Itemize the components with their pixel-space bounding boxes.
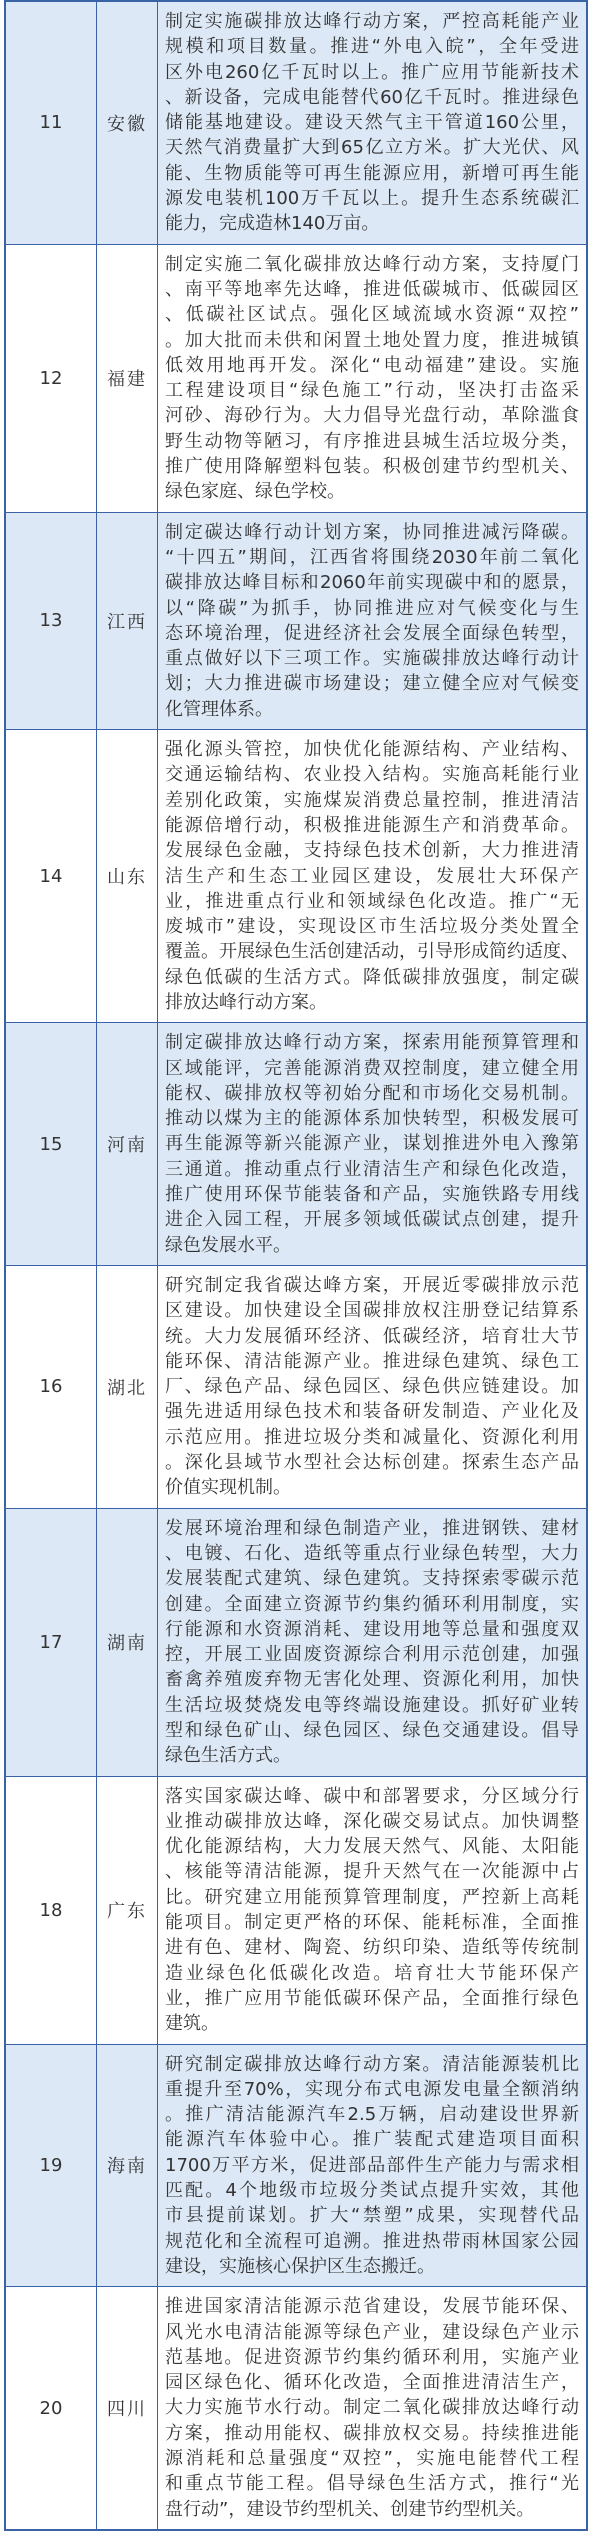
row-number: 19 bbox=[39, 2154, 63, 2176]
table-row bbox=[6, 244, 586, 512]
province-cell bbox=[97, 2287, 158, 2529]
table-row bbox=[6, 2286, 586, 2529]
row-number: 17 bbox=[39, 1631, 63, 1653]
content-line: 大力实施节水行动。制定二氧化碳排放达峰行动 bbox=[165, 2397, 579, 2419]
content-line: 落实国家碳达峰、碳中和部署要求，分区域分行 bbox=[165, 1785, 579, 1807]
content-line: 推进国家清洁能源示范省建设，发展节能环保、 bbox=[165, 2296, 579, 2318]
content-line: 储能基地建设。建设天然气主干管道160公里， bbox=[165, 112, 579, 134]
content-line: 、新设备，完成电能替代60亿千瓦时。推进绿色 bbox=[165, 86, 579, 108]
content-line: 和重点节能工程。倡导绿色生活方式，推行“光 bbox=[165, 2473, 579, 2495]
table-row bbox=[6, 512, 586, 729]
policy-table bbox=[4, 0, 588, 2531]
policy-content-cell bbox=[158, 1509, 586, 1776]
content-line: 绿色低碳的生活方式。降低碳排放强度，制定碳 bbox=[165, 966, 579, 988]
province-cell bbox=[97, 1266, 158, 1508]
row-number-cell bbox=[6, 1777, 97, 2044]
province-name: 湖北 bbox=[107, 1377, 147, 1399]
content-line: 能力，完成造林140万亩。 bbox=[165, 213, 380, 235]
content-line: 示范应用。推进垃圾分类和减量化、资源化利用 bbox=[165, 1426, 579, 1448]
row-number: 13 bbox=[39, 610, 63, 632]
content-line: 洁生产和生态工业园区建设，发展壮大环保产 bbox=[165, 865, 579, 887]
content-line: 重点做好以下三项工作。实施碳排放达峰行动计 bbox=[165, 648, 579, 670]
policy-content-cell bbox=[158, 1777, 586, 2044]
content-line: 型和绿色矿山、绿色园区、绿色交通建设。倡导 bbox=[165, 1720, 579, 1741]
policy-content-cell bbox=[158, 513, 586, 729]
content-line: “十四五”期间，江西省将围绕2030年前二氧化 bbox=[165, 546, 579, 568]
content-line: 业推动碳排放达峰，深化碳交易试点。加快调整 bbox=[165, 1810, 579, 1832]
content-line: 业，推进重点行业和领域绿色化改造。推广“无 bbox=[165, 890, 579, 912]
province-name: 江西 bbox=[107, 611, 147, 633]
content-line: 排放达峰行动方案。 bbox=[165, 991, 327, 1013]
table-row bbox=[6, 729, 586, 1022]
province-cell bbox=[97, 1023, 158, 1265]
content-line: 能源汽车体验中心。推广装配式建造项目面积 bbox=[165, 2129, 579, 2151]
row-number: 18 bbox=[39, 1899, 63, 1921]
content-line: 重提升至70%，实现分布式电源发电量全额消纳 bbox=[165, 2078, 579, 2100]
content-line: 建设，实施核心保护区生态搬迁。 bbox=[165, 2255, 435, 2277]
content-line: 野生动物等陋习，有序推进县城生活垃圾分类， bbox=[165, 430, 579, 452]
content-line: 再生能源等新兴能源产业，谋划推进外电入豫第 bbox=[165, 1133, 579, 1155]
content-line: 源发电装机100万千瓦以上。提升生态系统碳汇 bbox=[165, 188, 579, 210]
province-name: 山东 bbox=[107, 867, 147, 889]
content-line: 制定碳达峰行动计划方案，协同推进减污降碳。 bbox=[165, 521, 579, 543]
table-row bbox=[6, 1265, 586, 1508]
content-line: 覆盖。开展绿色生活创建活动，引导形成简约适度、 bbox=[165, 941, 579, 963]
content-line: 态环境治理，促进经济社会发展全面绿色转型， bbox=[165, 622, 579, 644]
content-line: 化管理体系。 bbox=[165, 698, 273, 720]
content-line: 匹配。4个地级市垃圾分类试点提升实效，其他 bbox=[165, 2180, 579, 2202]
content-line: 推动以煤为主的能源体系加快转型，积极发展可 bbox=[165, 1108, 579, 1130]
row-number-cell bbox=[6, 513, 97, 729]
content-line: 规范化和全流程可追溯。推进热带雨林国家公园 bbox=[165, 2230, 579, 2252]
row-number: 16 bbox=[39, 1376, 63, 1398]
content-line: 制定实施二氧化碳排放达峰行动方案，支持厦门 bbox=[165, 253, 579, 275]
province-cell bbox=[97, 1509, 158, 1776]
content-line: 风光水电清洁能源等绿色产业，建设绿色产业示 bbox=[165, 2321, 579, 2343]
content-line: 天然气消费量扩大到65亿立方米。扩大光伏、风 bbox=[165, 137, 579, 159]
province-name: 安徽 bbox=[107, 113, 147, 135]
content-line: 范基地。促进资源节约集约循环利用，实施产业 bbox=[165, 2346, 579, 2368]
province-name: 福建 bbox=[107, 369, 147, 391]
row-number: 15 bbox=[39, 1133, 63, 1155]
content-line: 能权、碳排放权等初始分配和市场化交易机制。 bbox=[165, 1082, 579, 1104]
policy-content-cell bbox=[158, 1023, 586, 1265]
content-line: 发展环境治理和绿色制造产业，推进钢铁、建材 bbox=[165, 1517, 579, 1539]
table-row bbox=[6, 1022, 586, 1265]
policy-content-cell bbox=[158, 2287, 586, 2529]
content-line: 1700万平方米，促进部品部件生产能力与需求相 bbox=[165, 2154, 579, 2176]
content-line: 制定碳排放达峰行动方案，探索用能预算管理和 bbox=[165, 1032, 579, 1054]
content-line: 方案，推动用能权、碳排放权交易。持续推进能 bbox=[165, 2422, 579, 2444]
content-line: 研究制定碳排放达峰行动方案。清洁能源装机比 bbox=[165, 2053, 579, 2075]
row-number-cell bbox=[6, 245, 97, 512]
content-line: 创建。全面建立资源节约集约循环利用制度，实 bbox=[165, 1593, 579, 1615]
content-line: 盘行动”，建设节约型机关、创建节约型机关。 bbox=[165, 2498, 535, 2520]
row-number-cell bbox=[6, 2, 97, 244]
province-cell bbox=[97, 730, 158, 1022]
row-number-cell bbox=[6, 1509, 97, 1776]
content-line: 三通道。推动重点行业清洁生产和绿色化改造， bbox=[165, 1158, 579, 1180]
content-line: 研究制定我省碳达峰方案，开展近零碳排放示范 bbox=[165, 1274, 579, 1296]
content-line: 强先进适用绿色技术和装备研发制造、产业化及 bbox=[165, 1401, 579, 1423]
content-line: 强化源头管控，加快优化能源结构、产业结构、 bbox=[165, 739, 579, 761]
content-line: 能源倍增行动，积极推进能源生产和消费革命。 bbox=[165, 814, 579, 836]
content-line: 造业绿色化低碳化改造。培育壮大节能环保产 bbox=[165, 1962, 579, 1984]
content-line: 。加大批而未供和闲置土地处置力度，推进城镇 bbox=[165, 329, 579, 351]
content-line: 、低碳社区试点。强化区域流域水资源“双控” bbox=[165, 304, 579, 326]
content-line: 市县提前谋划。扩大“禁塑”成果，实现替代品 bbox=[165, 2205, 579, 2227]
content-line: 控，开展工业固废资源综合利用示范创建，加强 bbox=[165, 1644, 579, 1666]
policy-content-cell bbox=[158, 2045, 586, 2287]
row-number: 12 bbox=[39, 367, 63, 389]
content-line: 发展绿色金融，支持绿色技术创新，大力推进清 bbox=[165, 840, 579, 862]
content-line: 区外电260亿千瓦时以上。推广应用节能新技术 bbox=[165, 61, 579, 83]
content-line: 交通运输结构、农业投入结构。实施高耗能行业 bbox=[165, 764, 579, 786]
province-name: 四川 bbox=[107, 2399, 147, 2421]
province-name: 湖南 bbox=[107, 1633, 147, 1655]
content-line: 废城市”建设，实现设区市生活垃圾分类处置全 bbox=[165, 916, 579, 938]
content-line: 价值实现机制。 bbox=[165, 1477, 291, 1499]
content-line: 划；大力推进碳市场建设；建立健全应对气候变 bbox=[165, 673, 579, 695]
content-line: 进企入园工程，开展多领域低碳试点创建，提升 bbox=[165, 1209, 579, 1231]
province-name: 河南 bbox=[107, 1135, 147, 1157]
content-line: 能、生物质能等可再生能源应用，新增可再生能 bbox=[165, 162, 579, 184]
content-line: 推广使用环保节能装备和产品，实施铁路专用线 bbox=[165, 1184, 579, 1206]
content-line: 规模和项目数量。推进“外电入皖”，全年受进 bbox=[165, 36, 579, 58]
province-cell bbox=[97, 513, 158, 729]
table-row bbox=[6, 2044, 586, 2287]
content-line: 建筑。 bbox=[165, 2013, 219, 2035]
content-line: 。推广清洁能源汽车2.5万辆，启动建设世界新 bbox=[165, 2104, 579, 2126]
content-line: 区建设。加快建设全国碳排放权注册登记结算系 bbox=[165, 1300, 579, 1322]
province-name: 海南 bbox=[107, 2156, 147, 2178]
content-line: 比。研究建立用能预算管理制度，严控新上高耗 bbox=[165, 1886, 579, 1908]
content-line: 、核能等清洁能源，提升天然气在一次能源中占 bbox=[165, 1861, 579, 1883]
content-line: 统。大力发展循环经济、低碳经济，培育壮大节 bbox=[165, 1325, 579, 1347]
content-line: 绿色发展水平。 bbox=[165, 1234, 291, 1256]
row-number: 20 bbox=[39, 2397, 63, 2419]
policy-content-cell bbox=[158, 730, 586, 1022]
content-line: 园区绿色化、循环化改造，全面推进清洁生产， bbox=[165, 2372, 579, 2394]
content-line: 差别化政策，实施煤炭消费总量控制，推进清洁 bbox=[165, 789, 579, 811]
province-name: 广东 bbox=[107, 1901, 147, 1923]
row-number-cell bbox=[6, 730, 97, 1022]
policy-content-cell bbox=[158, 2, 586, 244]
content-line: 碳排放达峰目标和2060年前实现碳中和的愿景， bbox=[165, 572, 579, 594]
content-line: 以“降碳”为抓手，协同推进应对气候变化与生 bbox=[165, 597, 579, 619]
content-line: 区域能评，完善能源消费双控制度，建立健全用 bbox=[165, 1057, 579, 1079]
row-number-cell bbox=[6, 2287, 97, 2529]
row-number-cell bbox=[6, 1266, 97, 1508]
row-number: 14 bbox=[39, 865, 63, 887]
content-line: 行能源和水资源消耗、建设用地等总量和强度双 bbox=[165, 1618, 579, 1640]
content-line: 能项目。制定更严格的环保、能耗标准，全面推 bbox=[165, 1912, 579, 1934]
content-line: 生活垃圾焚烧发电等终端设施建设。抓好矿业转 bbox=[165, 1694, 579, 1716]
content-line: 、南平等地率先达峰，推进低碳城市、低碳园区 bbox=[165, 278, 579, 300]
content-line: 能环保、清洁能源产业。推进绿色建筑、绿色工 bbox=[165, 1350, 579, 1372]
policy-content-cell bbox=[158, 245, 586, 512]
province-cell bbox=[97, 2045, 158, 2287]
row-number-cell bbox=[6, 1023, 97, 1265]
content-line: 进有色、建材、陶瓷、纺织印染、造纸等传统制 bbox=[165, 1937, 579, 1959]
table-row bbox=[6, 2, 586, 244]
content-line: 低效用地再开发。深化“电动福建”建设。实施 bbox=[165, 354, 579, 376]
content-line: 业，推广应用节能低碳环保产品，全面推行绿色 bbox=[165, 1987, 579, 2009]
content-line: 、电镀、石化、造纸等重点行业绿色转型，大力 bbox=[165, 1542, 579, 1564]
content-line: 工程建设项目“绿色施工”行动，坚决打击盗采 bbox=[165, 380, 579, 402]
row-number: 11 bbox=[39, 112, 63, 134]
content-line: 绿色家庭、绿色学校。 bbox=[165, 481, 345, 503]
policy-content-cell bbox=[158, 1266, 586, 1508]
province-cell bbox=[97, 1777, 158, 2044]
content-line: 发展装配式建筑、绿色建筑。支持探索零碳示范 bbox=[165, 1568, 579, 1590]
content-line: 优化能源结构，大力发展天然气、风能、太阳能 bbox=[165, 1836, 579, 1858]
content-line: 绿色生活方式。 bbox=[165, 1745, 291, 1767]
content-line: 河砂、海砂行为。大力倡导光盘行动，革除滥食 bbox=[165, 405, 579, 427]
province-cell bbox=[97, 2, 158, 244]
content-line: 。深化县域节水型社会达标创建。探索生态产品 bbox=[165, 1452, 579, 1474]
table-row bbox=[6, 1776, 586, 2044]
row-number-cell bbox=[6, 2045, 97, 2287]
content-line: 厂、绿色产品、绿色园区、绿色供应链建设。加 bbox=[165, 1376, 579, 1398]
content-line: 推广使用降解塑料包装。积极创建节约型机关、 bbox=[165, 456, 579, 478]
content-line: 畜禽养殖废弃物无害化处理、资源化利用，加快 bbox=[165, 1669, 579, 1691]
content-line: 源消耗和总量强度“双控”，实施电能替代工程 bbox=[165, 2448, 579, 2470]
table-row bbox=[6, 1508, 586, 1776]
content-line: 制定实施碳排放达峰行动方案，严控高耗能产业 bbox=[165, 11, 579, 32]
province-cell bbox=[97, 245, 158, 512]
